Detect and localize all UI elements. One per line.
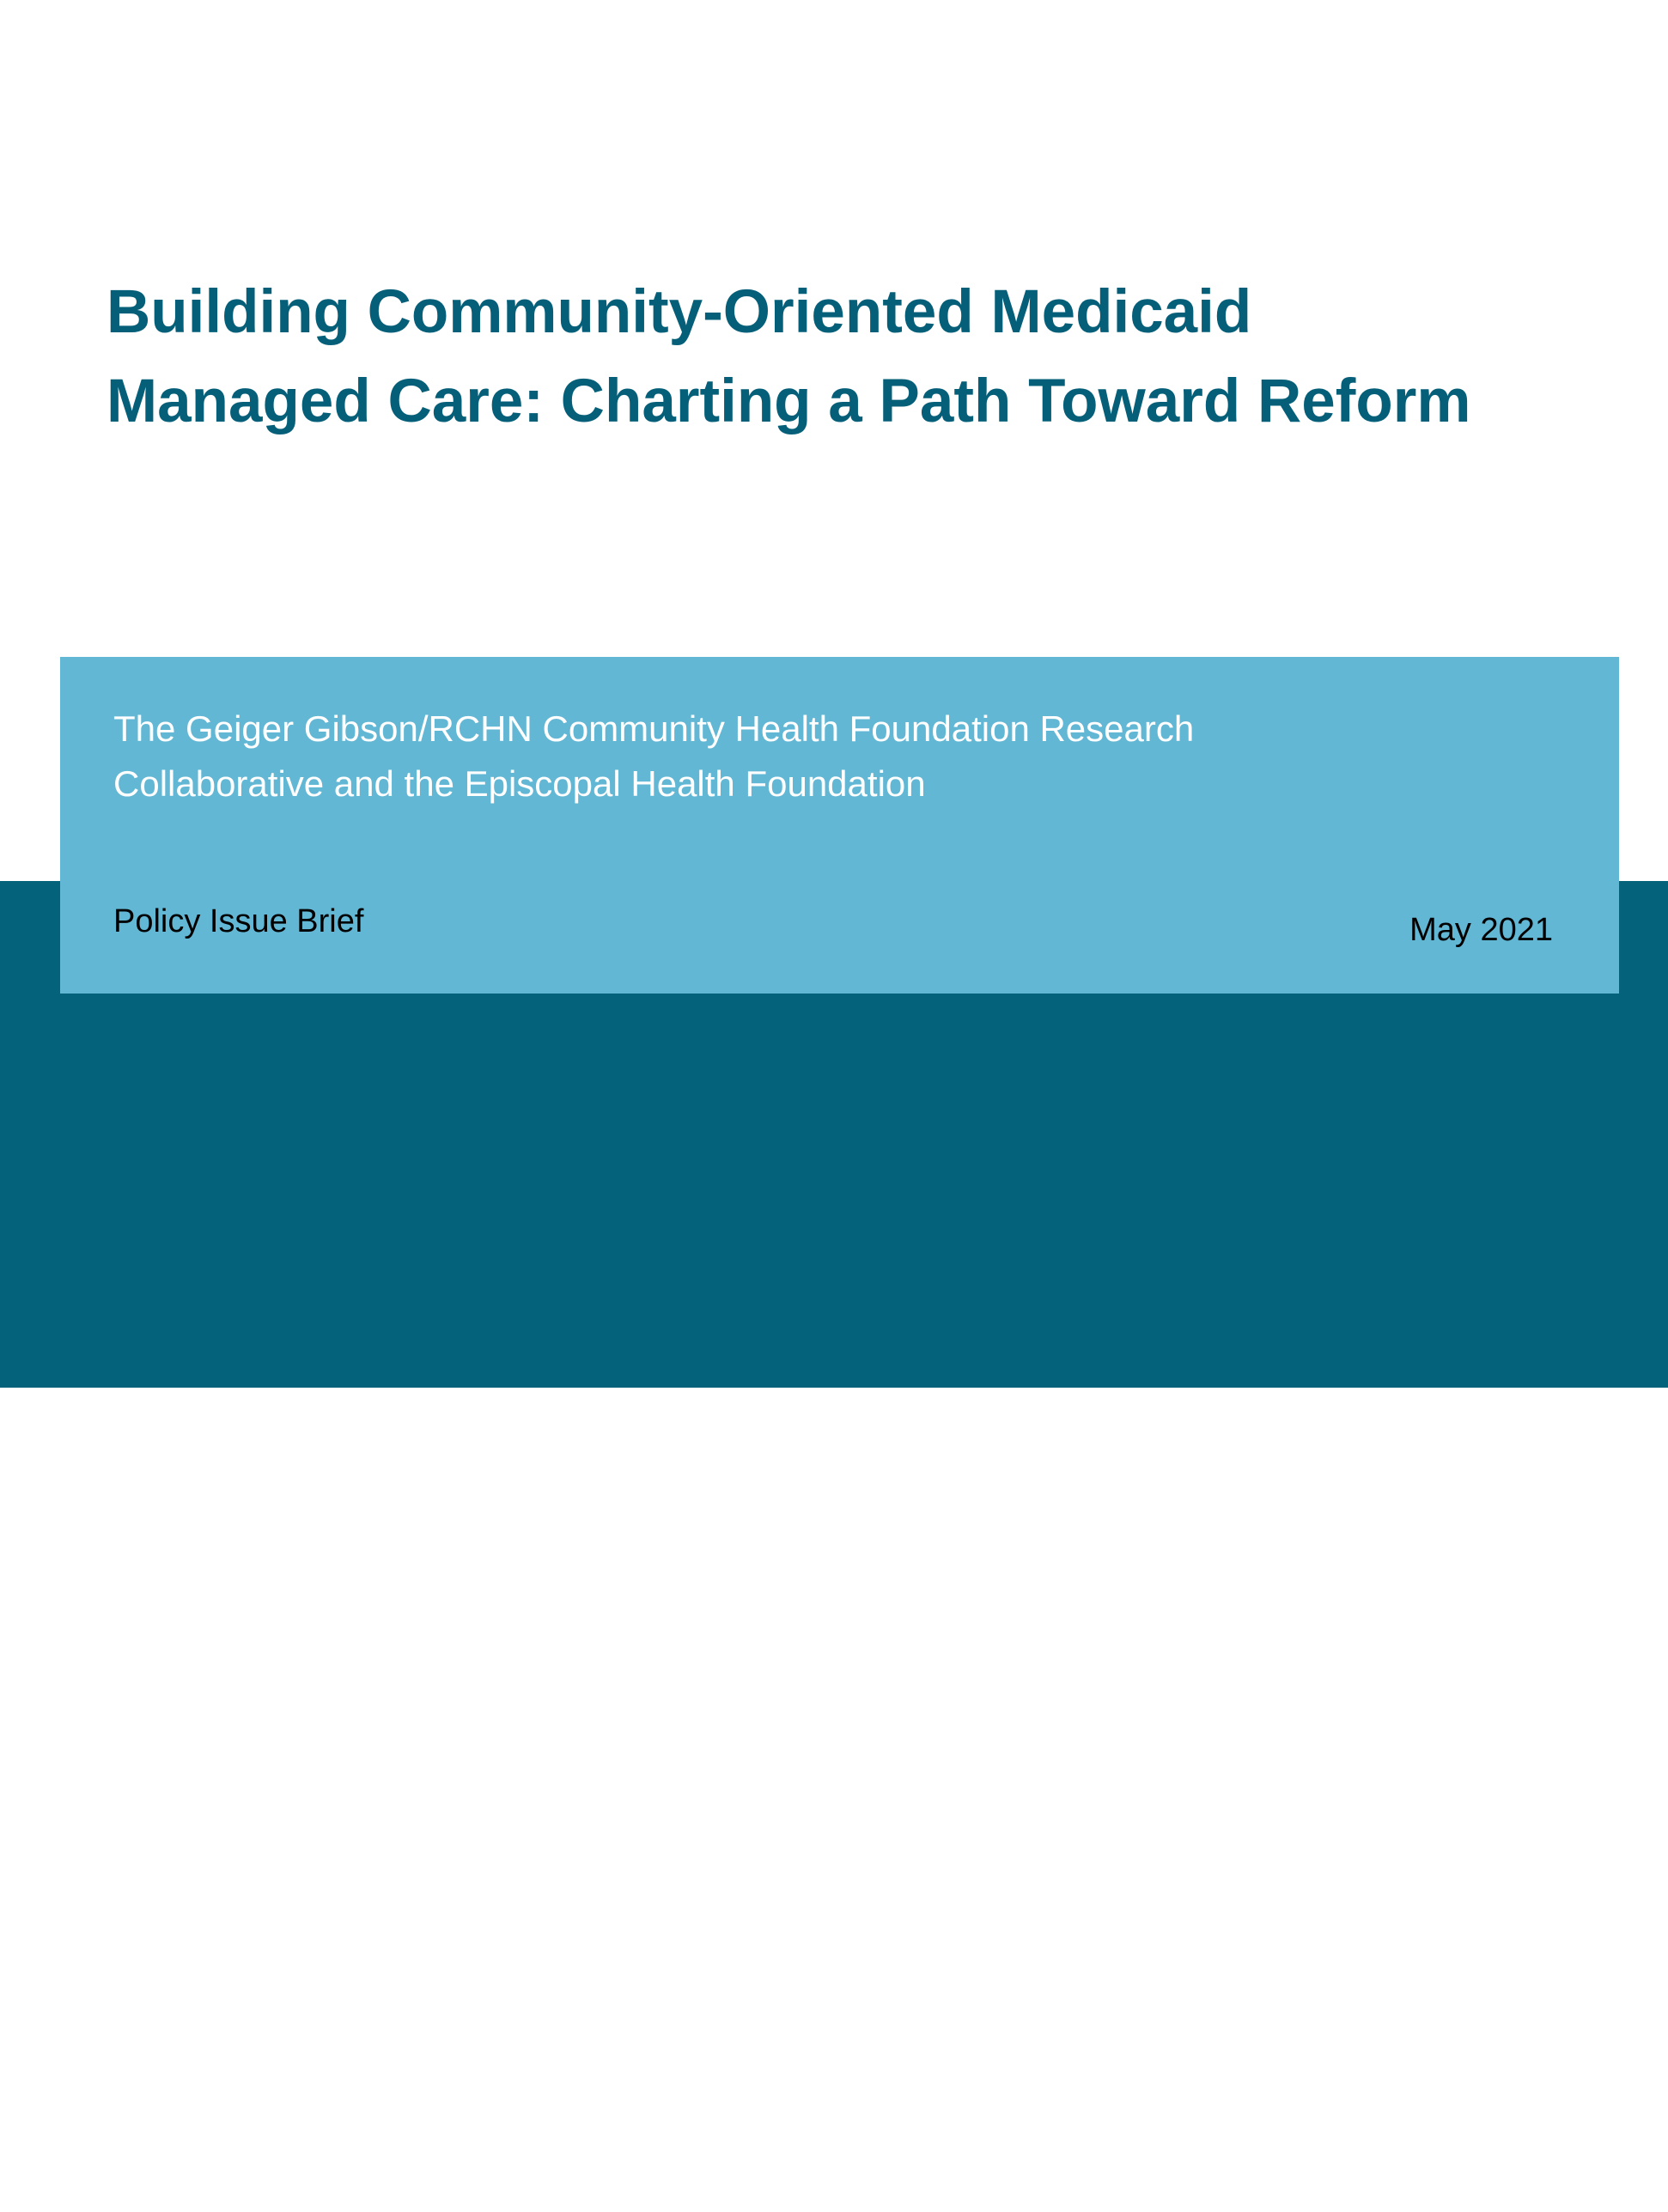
collaboration-banner <box>60 657 1619 994</box>
publication-date: May 2021 <box>1409 912 1553 948</box>
author-name: Caitlin Murphy, MPA-PNP <box>113 1980 484 2016</box>
author-name: Rebecca Morris, MPP <box>113 2102 431 2138</box>
author-list <box>113 1907 484 2212</box>
document-title <box>107 268 1618 447</box>
collaboration-statement <box>113 702 1574 811</box>
author-name: Peter Shin, PhD, MPH <box>113 2163 439 2199</box>
author-name: Morgan Handley, JD <box>113 2041 409 2077</box>
document-title-line-2: Managed Care: Charting a Path Toward Reform <box>107 368 1471 435</box>
brief-type-label: Policy Issue Brief <box>113 903 364 939</box>
collaboration-line-1: The Geiger Gibson/RCHN Community Health Foundation Research <box>113 708 1195 749</box>
document-title-line-1: Building Community-Oriented Medicaid <box>107 278 1252 346</box>
author-name: Sara Rosenbaum, JD <box>113 1919 426 1955</box>
collaboration-line-2: Collaborative and the Episcopal Health Foundation <box>113 763 926 804</box>
